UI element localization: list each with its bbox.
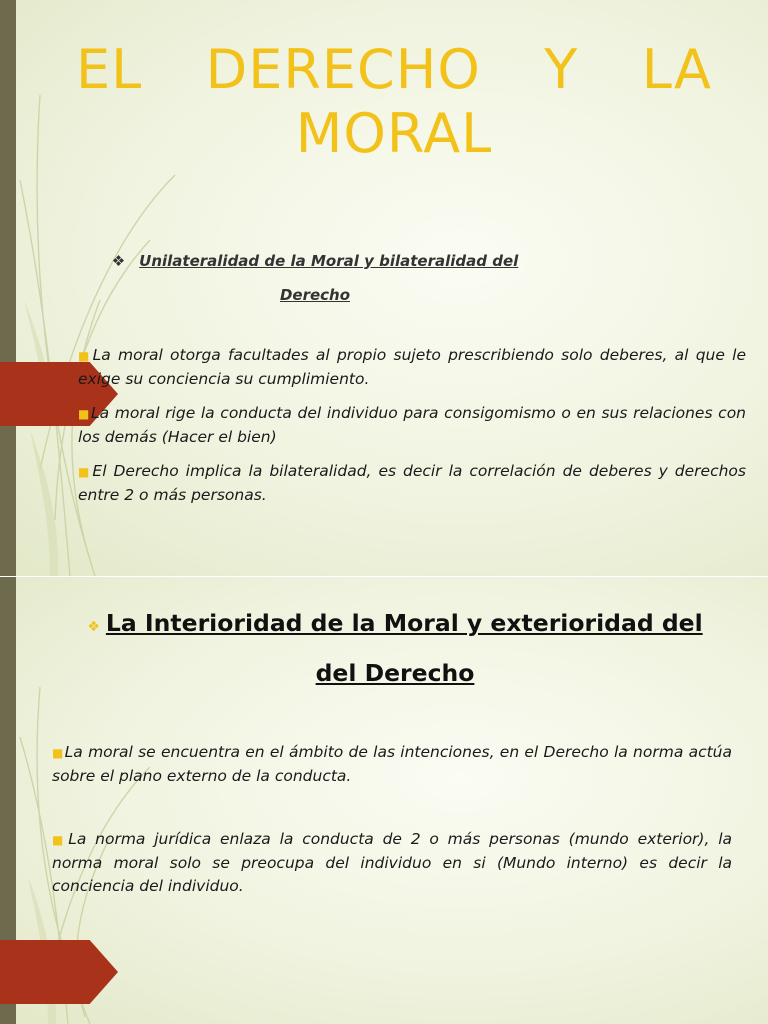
slide-title: EL DERECHO Y LA MORAL — [76, 38, 712, 165]
subheading-line1: Unilateralidad de la Moral y bilateralidad del — [139, 252, 519, 270]
bullet-list — [52, 741, 732, 909]
list-item: ■El Derecho implica la bilateralidad, es decir la correlación de deberes y derechos entre 2 o más personas. — [78, 462, 746, 504]
left-bar — [0, 0, 16, 576]
diamond-bullet-icon: ❖ — [111, 252, 126, 270]
subheading — [80, 244, 550, 312]
list-item: ■La moral otorga facultades al propio sujeto prescribiendo solo deberes, al que le exige su conciencia su cumplimiento. — [78, 346, 746, 388]
square-bullet-icon: ■ — [52, 746, 64, 760]
section-heading-line2: del Derecho — [315, 659, 475, 687]
section-heading-line1: La Interioridad de la Moral y exterioridad del — [105, 609, 703, 637]
square-bullet-icon: ■ — [78, 349, 92, 363]
list-item: ■La norma jurídica enlaza la conducta de 2 o más personas (mundo exterior), la norma moral solo se preocupa del individuo en si (Mundo interno) es decir la conciencia del individuo. — [52, 830, 732, 895]
square-bullet-icon: ■ — [78, 407, 91, 421]
square-bullet-icon: ■ — [52, 833, 68, 847]
diamond-bullet-icon: ❖ — [87, 619, 100, 635]
square-bullet-icon: ■ — [78, 465, 92, 479]
subheading-line2: Derecho — [279, 286, 351, 304]
list-item: ■La moral se encuentra en el ámbito de las intenciones, en el Derecho la norma actúa sobre el plano externo de la conducta. — [52, 743, 732, 785]
list-item: ■La moral rige la conducta del individuo para consigomismo o en sus relaciones con los demás (Hacer el bien) — [78, 404, 746, 446]
section-heading — [50, 600, 740, 696]
bullet-list — [78, 344, 746, 518]
